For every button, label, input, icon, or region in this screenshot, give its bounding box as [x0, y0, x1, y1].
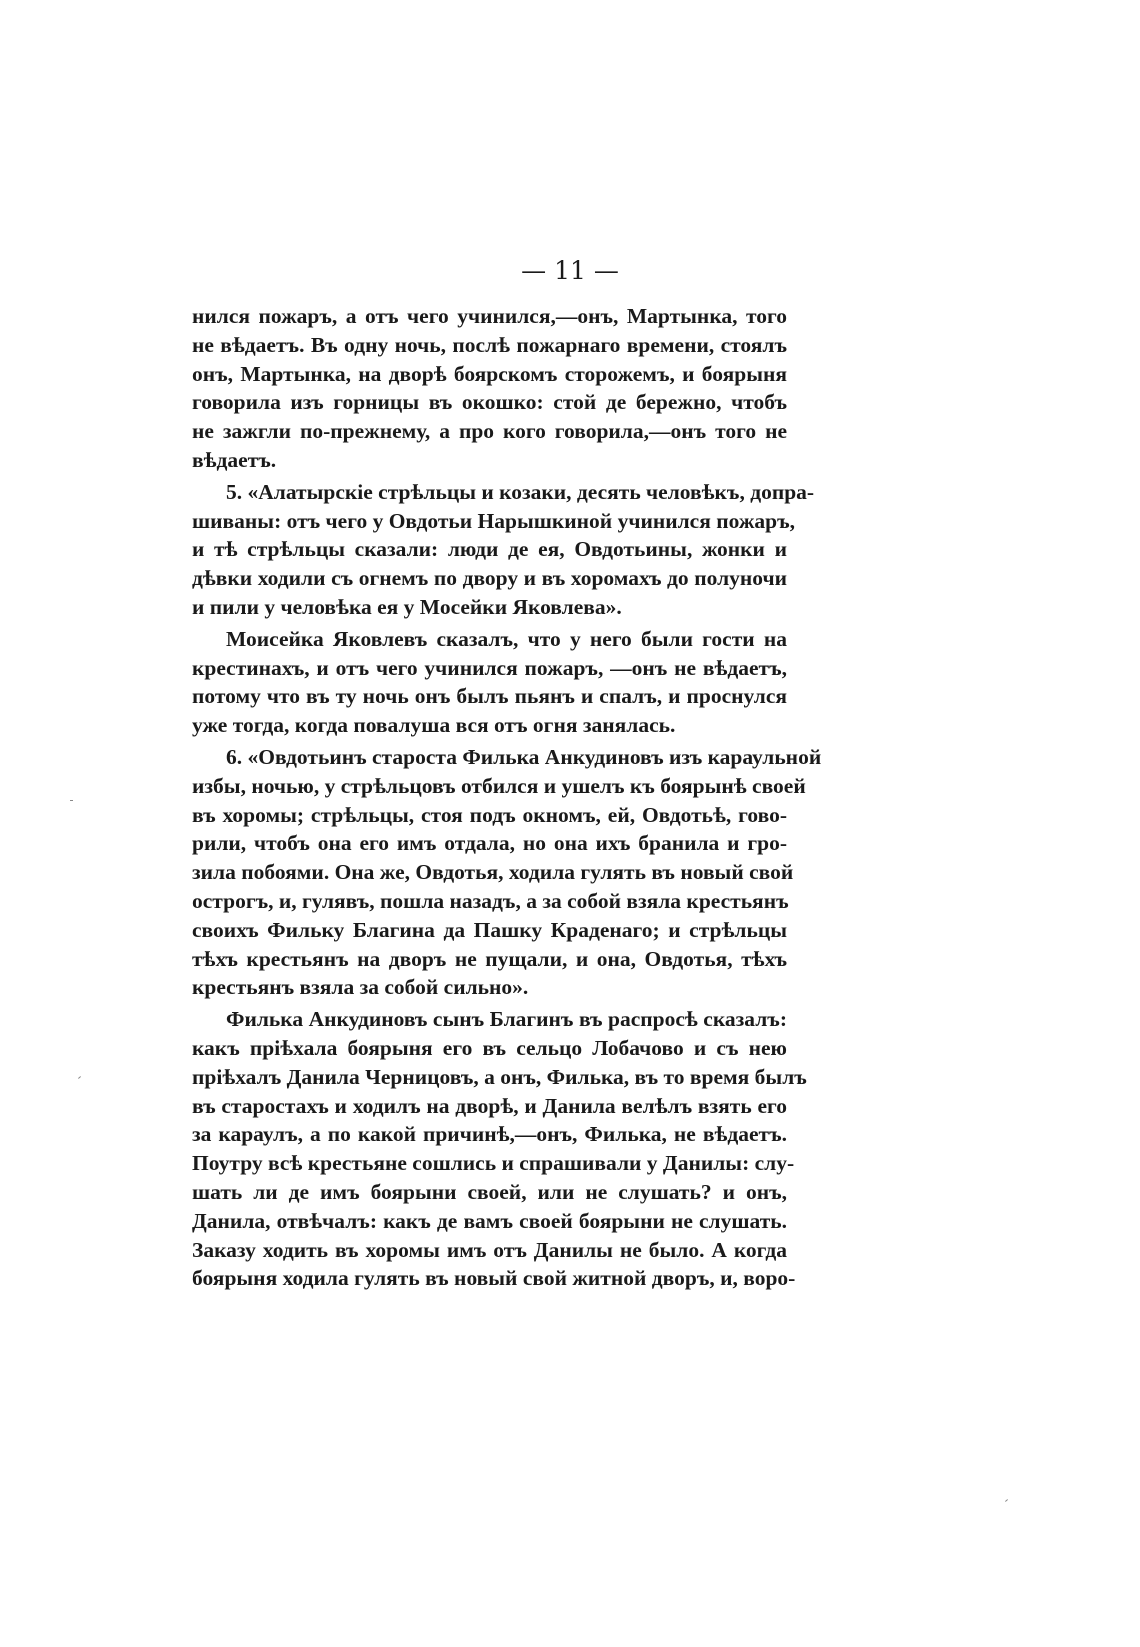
text-line: и тѣ стрѣльцы сказали: люди де ея, Овдотьины, жонки и — [192, 537, 787, 562]
text-line: пріѣхалъ Данила Черницовъ, а онъ, Филька, въ то время былъ — [192, 1064, 807, 1089]
text-line: зила побоями. Она же, Овдотья, ходила гулять въ новый свой — [192, 860, 794, 885]
text-line: рили, чтобъ она его имъ отдала, но она ихъ бранила и гро- — [192, 831, 787, 856]
text-line: Заказу ходить въ хоромы имъ отъ Данилы не было. А когда — [192, 1237, 787, 1262]
text-line: въ старостахъ и ходилъ на дворѣ, и Данила велѣлъ взять его — [192, 1093, 787, 1118]
text-line: крестинахъ, и отъ чего учинился пожаръ, —онъ не вѣдаетъ, — [192, 655, 787, 680]
text-line: боярыня ходила гулять въ новый свой житной дворъ, и, воро- — [192, 1266, 796, 1291]
text-line: 6. «Овдотьинъ староста Филька Анкудиновъ изъ караульной — [226, 744, 822, 769]
text-line: въ хоромы; стрѣльцы, стоя подъ окномъ, ей, Овдотьѣ, гово- — [192, 802, 787, 827]
text-line: своихъ Фильку Благина да Пашку Краденаго; и стрѣльцы — [192, 917, 787, 942]
text-line: Филька Анкудиновъ сынъ Благинъ въ распросѣ сказалъ: — [226, 1007, 787, 1032]
text-line: Моисейка Яковлевъ сказалъ, что у него были гости на — [226, 626, 787, 651]
text-line: Поутру всѣ крестьяне сошлись и спрашивали у Данилы: слу- — [192, 1151, 795, 1176]
text-line: Данила, отвѣчалъ: какъ де вамъ своей боярыни не слушать. — [192, 1208, 787, 1233]
paragraph-4 — [192, 743, 822, 1002]
scan-speck — [70, 800, 73, 801]
text-line: шать ли де имъ боярыни своей, или не слушать? и онъ, — [192, 1179, 787, 1204]
text-line: 5. «Алатырскіе стрѣльцы и козаки, десять человѣкъ, допра- — [226, 479, 815, 504]
body-text — [192, 302, 822, 1293]
text-line: уже тогда, когда повалуша вся отъ огня занялась. — [192, 713, 676, 738]
text-line: какъ пріѣхала боярыня его въ сельцо Лобачово и съ нею — [192, 1035, 787, 1060]
text-line: онъ, Мартынка, на дворѣ боярскомъ сторожемъ, и боярыня — [192, 361, 787, 386]
page-number: — 11 — — [521, 256, 619, 285]
text-line: шиваны: отъ чего у Овдотьи Нарышкиной учинился пожаръ, — [192, 508, 796, 533]
text-line: не зажгли по-прежнему, а про кого говорила,—онъ того не — [192, 419, 787, 444]
text-line: и пили у человѣка ея у Мосейки Яковлева». — [192, 594, 622, 619]
text-line: нился пожаръ, а отъ чего учинился,—онъ, Мартынка, того — [192, 304, 787, 328]
text-line: за караулъ, а по какой причинѣ,—онъ, Филька, не вѣдаетъ. — [192, 1122, 787, 1147]
text-line: крестьянъ взяла за собой сильно». — [192, 975, 529, 1000]
text-line: потому что въ ту ночь онъ былъ пьянъ и спалъ, и проснулся — [192, 684, 787, 709]
paragraph-2 — [192, 478, 815, 622]
scan-speck — [78, 1076, 81, 1079]
paragraph-5 — [192, 1005, 807, 1293]
text-line: говорила изъ горницы въ окошко: стой де бережно, чтобъ — [192, 390, 787, 415]
paragraph-3 — [192, 625, 787, 740]
text-line: вѣдаетъ. — [192, 447, 277, 472]
text-line: дѣвки ходили съ огнемъ по двору и въ хоромахъ до полуночи — [192, 566, 787, 591]
paragraph-1 — [192, 302, 787, 475]
scan-speck — [1005, 1499, 1008, 1502]
text-line: не вѣдаетъ. Въ одну ночь, послѣ пожарнаго времени, стоялъ — [192, 332, 787, 357]
text-line: тѣхъ крестьянъ на дворъ не пущали, и она, Овдотья, тѣхъ — [192, 946, 787, 971]
text-line: избы, ночью, у стрѣльцовъ отбился и ушелъ къ боярынѣ своей — [192, 773, 806, 798]
text-line: острогъ, и, гулявъ, пошла назадъ, а за собой взяла крестьянъ — [192, 888, 789, 913]
